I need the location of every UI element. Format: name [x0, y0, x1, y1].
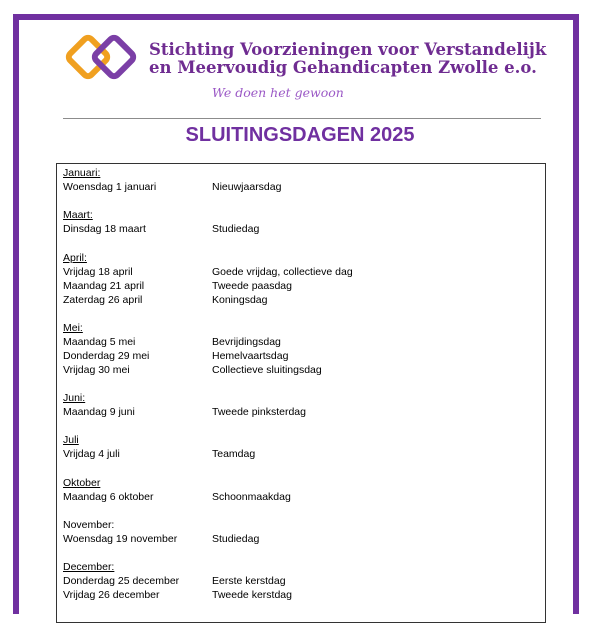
- closing-reason: Schoonmaakdag: [212, 490, 291, 503]
- closing-date: Maandag 6 oktober: [63, 490, 154, 503]
- closing-reason: Eerste kerstdag: [212, 575, 286, 588]
- list-item: [63, 405, 543, 419]
- list-item: [63, 293, 543, 307]
- closing-date: Woensdag 1 januari: [63, 181, 157, 193]
- list-item: [63, 447, 543, 461]
- page-title: SLUITINGSDAGEN 2025: [185, 124, 415, 146]
- list-item: [63, 490, 543, 504]
- list-item: [63, 363, 543, 377]
- list-item: [63, 588, 543, 602]
- closing-date: Vrijdag 26 december: [63, 589, 160, 602]
- closing-date: Dinsdag 18 maart: [63, 223, 146, 236]
- month-heading: December:: [63, 561, 115, 574]
- month-heading: Mei:: [63, 321, 83, 334]
- spacer: [63, 504, 543, 518]
- closing-date: Zaterdag 26 april: [63, 293, 143, 306]
- closing-reason: Teamdag: [212, 448, 256, 461]
- month-heading: April:: [63, 251, 87, 264]
- closing-reason: Studiedag: [212, 223, 260, 236]
- closing-date: Donderdag 25 december: [63, 575, 180, 588]
- spacer: [63, 461, 543, 475]
- closing-reason: Goede vrijdag, collectieve dag: [212, 265, 353, 278]
- month-heading: Oktober: [63, 476, 101, 489]
- list-item: [63, 335, 543, 349]
- spacer: [63, 194, 543, 208]
- organization-name-line1: Stichting Voorzieningen voor Verstandelijk: [149, 40, 547, 59]
- closing-reason: Studiedag: [212, 533, 260, 546]
- closing-days-list: [63, 166, 543, 602]
- month-heading: November:: [63, 519, 115, 532]
- closing-reason: Koningsdag: [212, 293, 268, 306]
- closing-date: Maandag 9 juni: [63, 406, 135, 419]
- tagline: We doen het gewoon: [212, 85, 344, 100]
- month-heading: Januari:: [63, 167, 101, 179]
- spacer: [63, 307, 543, 321]
- list-item: [63, 532, 543, 546]
- spacer: [63, 546, 543, 560]
- closing-reason: Collectieve sluitingsdag: [212, 363, 322, 376]
- closing-reason: Hemelvaartsdag: [212, 349, 289, 362]
- list-item: [63, 574, 543, 588]
- spacer: [63, 377, 543, 391]
- closing-reason: Nieuwjaarsdag: [212, 181, 282, 193]
- closing-date: Maandag 21 april: [63, 279, 145, 292]
- closing-reason: Tweede kerstdag: [212, 589, 292, 602]
- organization-name-line2: en Meervoudig Gehandicapten Zwolle e.o.: [149, 58, 537, 77]
- header-divider: [63, 118, 541, 119]
- list-item: [63, 279, 543, 293]
- closing-reason: Tweede paasdag: [212, 279, 292, 292]
- list-item: [63, 349, 543, 363]
- list-item: [63, 222, 543, 236]
- month-heading: Juni:: [63, 392, 86, 405]
- closing-reason: Tweede pinksterdag: [212, 406, 306, 419]
- closing-date: Vrijdag 4 juli: [63, 448, 120, 461]
- closing-reason: Bevrijdingsdag: [212, 335, 281, 348]
- closing-date: Vrijdag 18 april: [63, 265, 133, 278]
- closing-date: Maandag 5 mei: [63, 335, 136, 348]
- month-heading: Maart:: [63, 209, 93, 222]
- closing-date: Vrijdag 30 mei: [63, 363, 130, 376]
- list-item: [63, 180, 543, 194]
- spacer: [63, 419, 543, 433]
- closing-date: Donderdag 29 mei: [63, 349, 150, 362]
- closing-date: Woensdag 19 november: [63, 533, 178, 546]
- spacer: [63, 236, 543, 250]
- logo-icon: [64, 29, 150, 85]
- month-heading: Juli: [63, 434, 79, 447]
- list-item: [63, 265, 543, 279]
